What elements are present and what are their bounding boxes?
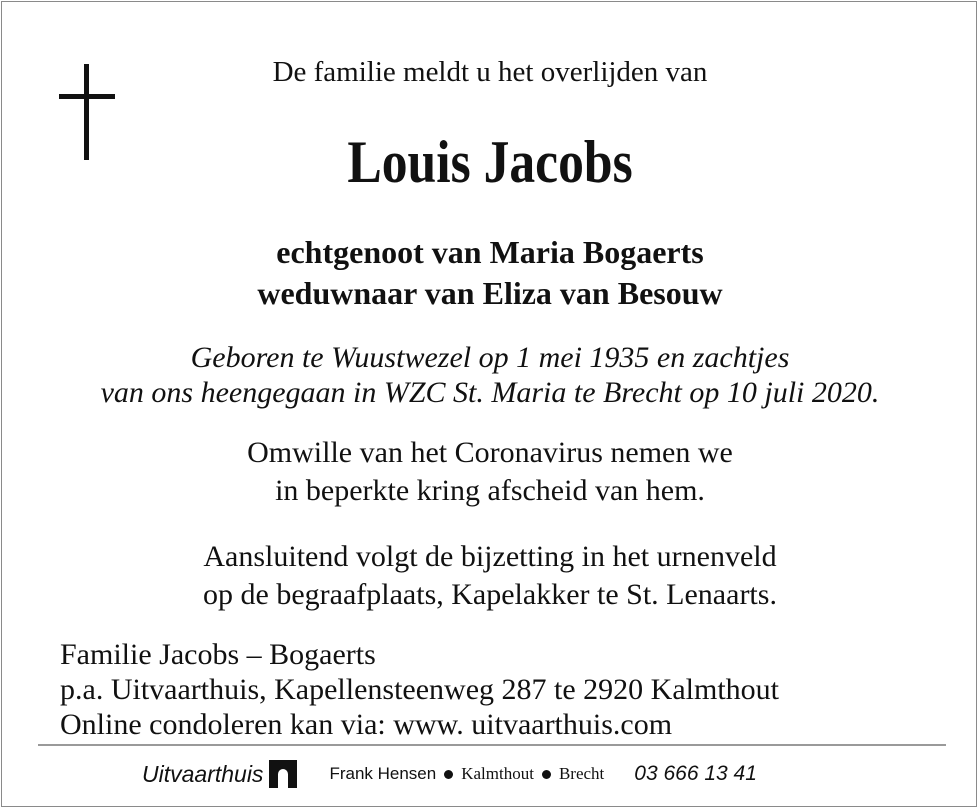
birth-line-1: Geboren te Wuustwezel op 1 mei 1935 en zachtjes	[190, 341, 790, 374]
location-kalmthout: Kalmthout	[461, 764, 534, 783]
online-condolence: Online condoleren kan via: www. uitvaarthuis.com	[60, 708, 673, 741]
relation-spouse: echtgenoot van Maria Bogaerts	[276, 234, 704, 270]
relation-widower: weduwnaar van Eliza van Besouw	[257, 275, 723, 311]
phone-number: 03 666 13 41	[634, 762, 757, 785]
covid-line-2: in beperkte kring afscheid van hem.	[275, 474, 705, 507]
director-name: Frank Hensen	[329, 764, 437, 783]
covid-line-1: Omwille van het Coronavirus nemen we	[247, 436, 733, 469]
contact-address: p.a. Uitvaarthuis, Kapellensteenweg 287 te 2920 Kalmthout	[60, 673, 779, 706]
burial-line-2: op de begraafplaats, Kapelakker te St. Lenaarts.	[203, 578, 777, 611]
funeral-home-footer	[142, 759, 757, 789]
intro-text: De familie meldt u het overlijden van	[272, 56, 708, 88]
bullet-dot-icon	[542, 770, 551, 779]
location-brecht: Brecht	[558, 764, 605, 783]
burial-line-1: Aansluitend volgt de bijzetting in het urnenveld	[203, 540, 777, 573]
family-signature: Familie Jacobs – Bogaerts	[60, 638, 376, 671]
bullet-dot-icon	[444, 770, 453, 779]
brand-name: Uitvaarthuis	[142, 760, 264, 787]
deceased-name: Louis Jacobs	[347, 129, 633, 195]
obituary-card	[1, 1, 977, 807]
birth-line-2: van ons heengegaan in WZC St. Maria te Brecht op 10 juli 2020.	[100, 376, 880, 409]
footer-divider	[38, 744, 946, 746]
arch-logo-icon	[269, 760, 297, 788]
